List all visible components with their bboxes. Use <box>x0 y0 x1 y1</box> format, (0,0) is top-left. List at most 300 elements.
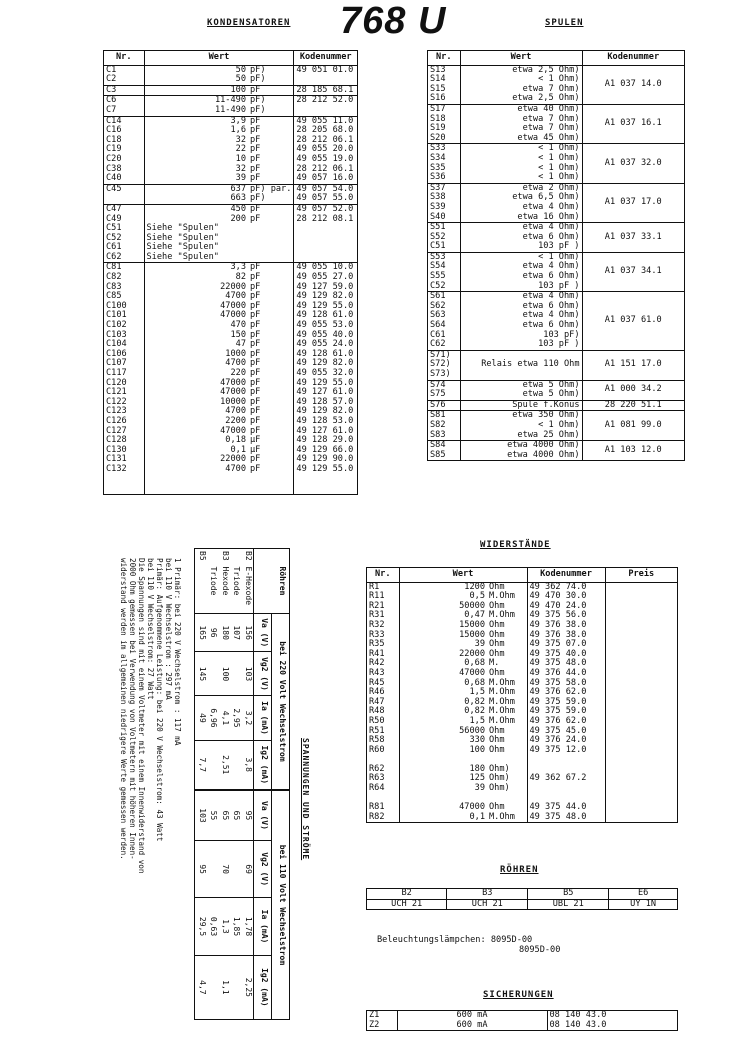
kodenummer-cell: 49 055 53.0 <box>296 320 354 331</box>
table-row <box>230 549 242 789</box>
kodenummer-cell: 28 185 68.1 <box>294 85 357 96</box>
preis-cell <box>605 736 677 746</box>
table-row <box>104 85 357 96</box>
wert-cell: 0,82 <box>464 696 485 707</box>
kodenummer-cell: 49 129 82.0 <box>296 291 354 302</box>
wert-cell: 10 <box>235 153 246 164</box>
wert-cell: Siehe "Spulen" <box>144 253 294 263</box>
wert-cell: 103 pF ) <box>460 242 582 252</box>
nr-cell: C127 <box>104 427 144 437</box>
unit-cell: pF) <box>248 75 294 85</box>
table-row <box>367 1011 677 1021</box>
wert-cell: 0,82 <box>464 706 485 717</box>
value-cell: 2,25 <box>244 977 254 997</box>
table-row <box>367 602 677 612</box>
kodenummer-cell: 49 129 66.0 <box>296 444 354 455</box>
value-cell: 1,78 <box>241 898 253 955</box>
wert-cell: 1,5 <box>469 715 485 726</box>
col-preis: Preis <box>605 568 677 582</box>
wert-cell: 103 pF ) <box>460 340 582 350</box>
table-row <box>367 1021 677 1031</box>
model-number: 768 U <box>340 0 447 42</box>
value-cell: 7,7 <box>197 757 207 772</box>
col-head: Ig2 (mA) <box>254 740 272 789</box>
wert-cell: etwa 40 Ohm) <box>460 104 582 114</box>
wert-cell: 39 <box>235 173 246 184</box>
preis-cell <box>605 631 677 641</box>
nr-cell: S52 <box>428 233 460 243</box>
wert-cell <box>460 370 582 380</box>
tube-cell: B5 <box>197 551 207 561</box>
value-cell <box>230 955 242 1019</box>
nr-cell: S20 <box>428 134 460 144</box>
wert-cell: 39 <box>474 783 485 794</box>
kodenummer-cell: 49 129 90.0 <box>296 454 354 465</box>
unit-cell: pF <box>248 455 294 465</box>
note-line: Primär: Aufgenommene Leistung: bei 220 V Wechselstrom: 43 Watt <box>155 558 164 842</box>
lamp-code-2: 8095D-00 <box>519 945 561 955</box>
value-cell: 6,96 <box>207 696 219 740</box>
unit-cell: M.Ohm <box>487 592 527 602</box>
value-cell: 70 <box>218 840 230 897</box>
nr-cell: C121 <box>104 388 144 398</box>
nr-cell: C38 <box>104 165 144 175</box>
unit-cell: pF <box>248 359 294 369</box>
unit-cell: pF <box>248 302 294 312</box>
value-cell: 1,3 <box>218 898 230 955</box>
spannungen-220-table <box>194 548 290 790</box>
wert-cell: etwa 7 Ohm) <box>460 115 582 125</box>
col-kodenummer: Kodenummer <box>294 51 357 65</box>
wert-cell: etwa 4 Ohm) <box>460 203 582 213</box>
wert-cell: 47000 <box>220 310 246 321</box>
nr-cell: R41 <box>367 650 399 660</box>
unit-cell: Ohm <box>487 640 527 650</box>
value-cell: 1,1 <box>220 980 230 995</box>
wert-cell: 1,6 <box>230 125 246 136</box>
table-row <box>367 717 677 727</box>
value-cell <box>230 740 242 789</box>
wert-cell: etwa 6 Ohm) <box>460 233 582 243</box>
kodenummer-cell: 49 057 55.0 <box>296 193 354 204</box>
unit-cell: M.Ohm <box>487 717 527 727</box>
value-cell: 165 <box>195 613 207 652</box>
kodenummer-cell: 49 376 62.0 <box>527 688 605 698</box>
wert-cell: < 1 Ohm) <box>460 75 582 85</box>
table-row <box>367 582 677 592</box>
nr-cell: R21 <box>367 602 399 612</box>
value-cell: 4,7 <box>197 980 207 995</box>
wert-cell: 0,5 <box>469 591 485 602</box>
nr-cell: C14 <box>104 116 144 126</box>
value-cell <box>207 955 219 1019</box>
value-cell: 95 <box>241 791 253 840</box>
nr-cell: C3 <box>104 85 144 96</box>
nr-cell: C126 <box>104 417 144 427</box>
table-row <box>218 791 230 1019</box>
col-head: Vg2 (V) <box>254 840 272 897</box>
unit-cell: pF <box>248 350 294 360</box>
kodenummer-cell: 49 055 20.0 <box>296 144 354 155</box>
preis-cell <box>605 765 677 775</box>
wert-cell: 50 <box>235 64 246 75</box>
spannungen-heading: SPANNUNGEN UND STRÖME <box>301 738 310 861</box>
col-nr: Nr. <box>428 51 460 65</box>
unit-cell: pF <box>248 417 294 427</box>
wert-cell: < 1 Ohm) <box>460 154 582 164</box>
nr-cell: C120 <box>104 379 144 389</box>
kodenummer-cell: 49 055 19.0 <box>296 153 354 164</box>
kodenummer-cell: 49 376 38.0 <box>527 631 605 641</box>
wert-cell: 47 <box>235 339 246 350</box>
kodenummer-cell: 49 362 67.2 <box>527 774 605 784</box>
kodenummer-cell: 49 376 44.0 <box>527 669 605 679</box>
kodenummer-cell <box>294 75 357 85</box>
wert-cell: 4700 <box>225 358 246 369</box>
wert-cell: 22 <box>235 144 246 155</box>
nr-cell: S75 <box>428 390 460 400</box>
wert-cell: 1200 <box>464 581 485 592</box>
wert-cell: 100 <box>469 744 485 755</box>
nr-cell: S37 <box>428 183 460 193</box>
tube-cell <box>207 549 219 565</box>
value-cell: 145 <box>195 652 207 696</box>
roehre-type: UBL 21 <box>528 899 609 909</box>
preis-cell <box>605 592 677 602</box>
nr-cell: C130 <box>104 446 144 456</box>
preis-cell <box>605 669 677 679</box>
nr-cell: S17 <box>428 104 460 114</box>
nr-cell: C2 <box>104 75 144 85</box>
preis-cell <box>605 688 677 698</box>
wert-cell: 11-490 <box>214 104 246 115</box>
unit-cell: pF <box>248 273 294 283</box>
kodenummer-cell: A1 000 34.2 <box>582 380 684 400</box>
nr-cell: C52 <box>104 234 144 244</box>
spannungen-notes <box>119 558 182 873</box>
wert-cell: 2200 <box>225 415 246 426</box>
unit-cell: pF <box>248 427 294 437</box>
unit-cell: pF) <box>248 65 294 75</box>
spulen-heading: SPULEN <box>545 18 584 28</box>
col-head: Ig2 (mA) <box>254 955 272 1019</box>
nr-cell: S61 <box>428 292 460 302</box>
unit-cell: M.Ohm <box>487 813 527 823</box>
value-cell: 65 <box>218 791 230 840</box>
wert-cell: 330 <box>469 735 485 746</box>
nr-cell: S72) <box>428 360 460 370</box>
nr-cell: C85 <box>104 292 144 302</box>
kodenummer-cell: A1 037 16.1 <box>582 104 684 143</box>
wert-cell: 47000 <box>459 667 485 678</box>
wert-cell: 32 <box>235 134 246 145</box>
wert-cell: etwa 45 Ohm) <box>460 134 582 144</box>
unit-cell: pF <box>248 340 294 350</box>
wert-cell: etwa 4000 Ohm) <box>460 451 582 461</box>
nr-cell: R51 <box>367 727 399 737</box>
value-cell: 180 <box>218 613 230 652</box>
table-row <box>104 253 357 263</box>
kodenummer-cell: 49 375 58.0 <box>527 679 605 689</box>
unit-cell: pF <box>248 174 294 184</box>
kodenummer-cell: A1 103 12.0 <box>582 441 684 461</box>
nr-cell: C122 <box>104 398 144 408</box>
nr-cell: R81 <box>367 803 399 813</box>
nr-cell: C102 <box>104 321 144 331</box>
wert-cell: 3,9 <box>144 116 248 126</box>
widerstaende-table <box>366 567 678 823</box>
nr-cell: S62 <box>428 302 460 312</box>
roehren-heading: RÖHREN <box>500 865 539 875</box>
nr-cell: C61 <box>104 243 144 253</box>
roehre-label: E6 <box>609 889 677 899</box>
wert-cell: 82 <box>235 272 246 283</box>
wert-cell: < 1 Ohm) <box>460 144 582 154</box>
preis-cell <box>605 746 677 756</box>
value-cell <box>207 652 219 696</box>
unit-cell: pF <box>248 311 294 321</box>
nr-cell: S36 <box>428 173 460 183</box>
unit-cell: M.Ohm <box>487 707 527 717</box>
wert-cell: 220 <box>230 368 246 378</box>
nr-cell: R43 <box>367 669 399 679</box>
unit-cell: pF <box>248 165 294 175</box>
lamp-code-1: 8095D-00 <box>490 935 533 945</box>
wert-cell: etwa 4 Ohm) <box>460 262 582 272</box>
table-row <box>195 549 207 789</box>
wert-cell: etwa 2,5 Ohm) <box>460 94 582 104</box>
wert-cell: etwa 4 Ohm) <box>460 292 582 302</box>
wert-cell: < 1 Ohm) <box>460 421 582 431</box>
kodenummer-cell: 49 375 40.0 <box>527 650 605 660</box>
unit-cell: pF <box>248 283 294 293</box>
unit-cell: Ohm) <box>487 784 527 794</box>
system-cell <box>195 565 207 614</box>
unit-cell: pF <box>248 331 294 341</box>
kodenummer-cell <box>294 243 357 253</box>
table-row <box>367 746 677 756</box>
nr-cell: C49 <box>104 215 144 225</box>
preis-cell <box>605 784 677 794</box>
nr-cell: R48 <box>367 707 399 717</box>
table-row <box>367 698 677 708</box>
wert-cell: 1000 <box>225 348 246 359</box>
table-row <box>218 549 230 789</box>
table-row <box>230 791 242 1019</box>
table-row <box>367 803 677 813</box>
table-row <box>367 631 677 641</box>
table-row <box>104 224 357 234</box>
wert-cell: Siehe "Spulen" <box>144 243 294 253</box>
kodenummer-cell: 08 140 43.0 <box>549 1019 607 1030</box>
value-cell: 3,8 <box>244 757 254 772</box>
wert-cell: 0,18 <box>225 435 246 446</box>
table-row <box>241 549 253 789</box>
nr-cell: Z1 <box>367 1011 397 1021</box>
nr-cell: C107 <box>104 359 144 369</box>
table-row <box>367 679 677 689</box>
h110: bei 110 Volt Wechselstrom <box>272 791 289 1019</box>
unit-cell: Ohm) <box>487 774 527 784</box>
note-line: 1 Primär: bei 220 V Wechselstrom : 117 mA <box>173 558 182 746</box>
nr-cell: S33 <box>428 144 460 154</box>
kodenummer-cell: A1 037 17.0 <box>582 183 684 222</box>
kodenummer-cell: 49 128 61.0 <box>296 348 354 359</box>
unit-cell: µF <box>248 436 294 446</box>
wert-cell: 10000 <box>220 396 246 407</box>
nr-cell: C51 <box>428 242 460 252</box>
unit-cell: pF) <box>248 96 294 106</box>
kodenummer-cell: 49 375 59.0 <box>527 707 605 717</box>
kodenummer-cell: 49 055 24.0 <box>296 339 354 350</box>
nr-cell: C20 <box>104 155 144 165</box>
value-cell: 55 <box>207 791 219 840</box>
tube-cell: B3 <box>220 551 230 561</box>
kodenummer-cell: 49 128 53.0 <box>296 415 354 426</box>
col-nr: Nr. <box>104 51 144 65</box>
kodenummer-cell: 49 051 01.0 <box>296 64 354 75</box>
table-row <box>104 204 357 214</box>
nr-cell: S63 <box>428 311 460 321</box>
system-cell: Triode <box>230 565 242 614</box>
nr-cell: S81 <box>428 411 460 421</box>
value-cell: 2,51 <box>220 755 230 775</box>
roehre-label: B5 <box>528 889 609 899</box>
unit-cell: Ohm) <box>487 765 527 775</box>
kodenummer-cell <box>294 106 357 116</box>
wert-cell: 0,1 <box>230 444 246 455</box>
wert-cell: etwa 5 Ohm) <box>460 390 582 400</box>
kondensatoren-table <box>103 50 358 495</box>
kodenummer-cell: 49 375 56.0 <box>527 611 605 621</box>
kodenummer-cell: A1 037 33.1 <box>582 223 684 253</box>
col-head: Vg2 (V) <box>254 652 272 696</box>
nr-cell: C61 <box>428 331 460 341</box>
nr-cell: S13 <box>428 65 460 75</box>
nr-cell: C100 <box>104 302 144 312</box>
unit-cell: Ohm <box>487 650 527 660</box>
wert-cell: 56000 <box>459 725 485 736</box>
filler-row <box>104 484 357 494</box>
table-row <box>104 106 357 116</box>
wert-cell: 47000 <box>220 387 246 398</box>
wert-cell: 0,1 <box>469 811 485 822</box>
kodenummer-cell: 49 055 11.0 <box>294 116 357 126</box>
wert-cell: 100 <box>144 85 248 96</box>
wert-cell: 11-490 <box>144 96 248 106</box>
nr-cell: S19 <box>428 124 460 134</box>
wert-cell: etwa 6 Ohm) <box>460 272 582 282</box>
kodenummer-cell: A1 037 61.0 <box>582 292 684 351</box>
table-row <box>241 791 253 1019</box>
nr-cell: C47 <box>104 204 144 214</box>
wert-cell: 22000 <box>220 281 246 292</box>
col-head: Ia (mA) <box>254 898 272 955</box>
table-row <box>367 592 677 602</box>
kodenummer-cell: 49 055 10.0 <box>294 263 357 273</box>
nr-cell: C83 <box>104 283 144 293</box>
spannungen-block <box>50 548 350 1033</box>
table-row <box>104 234 357 244</box>
kodenummer-cell: 49 128 61.0 <box>296 310 354 321</box>
unit-cell: pF <box>248 263 294 273</box>
unit-cell: pF <box>248 321 294 331</box>
spannungen-110-table <box>194 790 290 1020</box>
wert-cell: etwa 5 Ohm) <box>460 380 582 390</box>
nr-cell: R47 <box>367 698 399 708</box>
value-cell: 0,63 <box>207 898 219 955</box>
nr-cell: R11 <box>367 592 399 602</box>
wert-cell: 103 pF ) <box>460 282 582 292</box>
nr-cell: C16 <box>104 126 144 136</box>
preis-cell <box>605 717 677 727</box>
wert-cell: etwa 25 Ohm) <box>460 431 582 441</box>
value-cell: 49 <box>195 696 207 740</box>
preis-cell <box>605 659 677 669</box>
wert-cell: 0,68 <box>464 677 485 688</box>
kodenummer-cell: 28 212 06.1 <box>296 134 354 145</box>
preis-cell <box>605 679 677 689</box>
unit-cell: pF <box>248 116 294 126</box>
col-head: Ia (mA) <box>254 696 272 740</box>
unit-cell: pF <box>248 145 294 155</box>
unit-cell: pF <box>248 369 294 379</box>
kodenummer-cell: 49 375 07.0 <box>527 640 605 650</box>
wert-cell: 4700 <box>225 406 246 417</box>
table-row <box>104 215 357 225</box>
kodenummer-cell: 49 128 29.0 <box>296 435 354 446</box>
unit-cell: M.Ohm <box>487 611 527 621</box>
table-row <box>207 791 219 1019</box>
nr-cell: C45 <box>104 184 144 194</box>
unit-cell: pF <box>248 407 294 417</box>
col-kodenummer: Kodenummer <box>527 568 605 582</box>
wert-cell: etwa 4 Ohm) <box>460 311 582 321</box>
kodenummer-cell: 49 470 24.0 <box>527 602 605 612</box>
tube-cell <box>230 549 242 565</box>
wert-cell: 3,3 <box>144 263 248 273</box>
nr-cell: Z2 <box>367 1021 397 1031</box>
nr-cell: S71) <box>428 350 460 360</box>
nr-cell: R82 <box>367 813 399 823</box>
nr-cell: C104 <box>104 340 144 350</box>
wert-cell: etwa 2 Ohm) <box>460 183 582 193</box>
unit-cell: Ohm <box>487 669 527 679</box>
col-wert: Wert <box>144 51 294 65</box>
nr-cell: R64 <box>367 784 399 794</box>
nr-cell: S83 <box>428 431 460 441</box>
kodenummer-cell: 49 055 27.0 <box>296 272 354 283</box>
wert-cell: 47000 <box>220 300 246 311</box>
kodenummer-cell: 08 140 43.0 <box>549 1010 607 1020</box>
nr-cell: S34 <box>428 154 460 164</box>
kodenummer-cell <box>294 234 357 244</box>
system-cell: Triode <box>207 565 219 614</box>
unit-cell: pF) par. <box>248 184 294 194</box>
nr-cell: R32 <box>367 621 399 631</box>
wert-cell: Siehe "Spulen" <box>144 224 294 234</box>
kodenummer-cell: A1 037 32.0 <box>582 144 684 183</box>
kodenummer-cell: 49 362 74.0 <box>527 582 605 592</box>
table-row <box>367 813 677 823</box>
wert-cell: etwa 6 Ohm) <box>460 302 582 312</box>
nr-cell: C51 <box>104 224 144 234</box>
nr-cell: C128 <box>104 436 144 446</box>
unit-cell: pF) <box>248 194 294 204</box>
wert-cell: etwa 7 Ohm) <box>460 124 582 134</box>
table-row <box>367 774 677 784</box>
kodenummer-cell: A1 081 99.0 <box>582 411 684 441</box>
